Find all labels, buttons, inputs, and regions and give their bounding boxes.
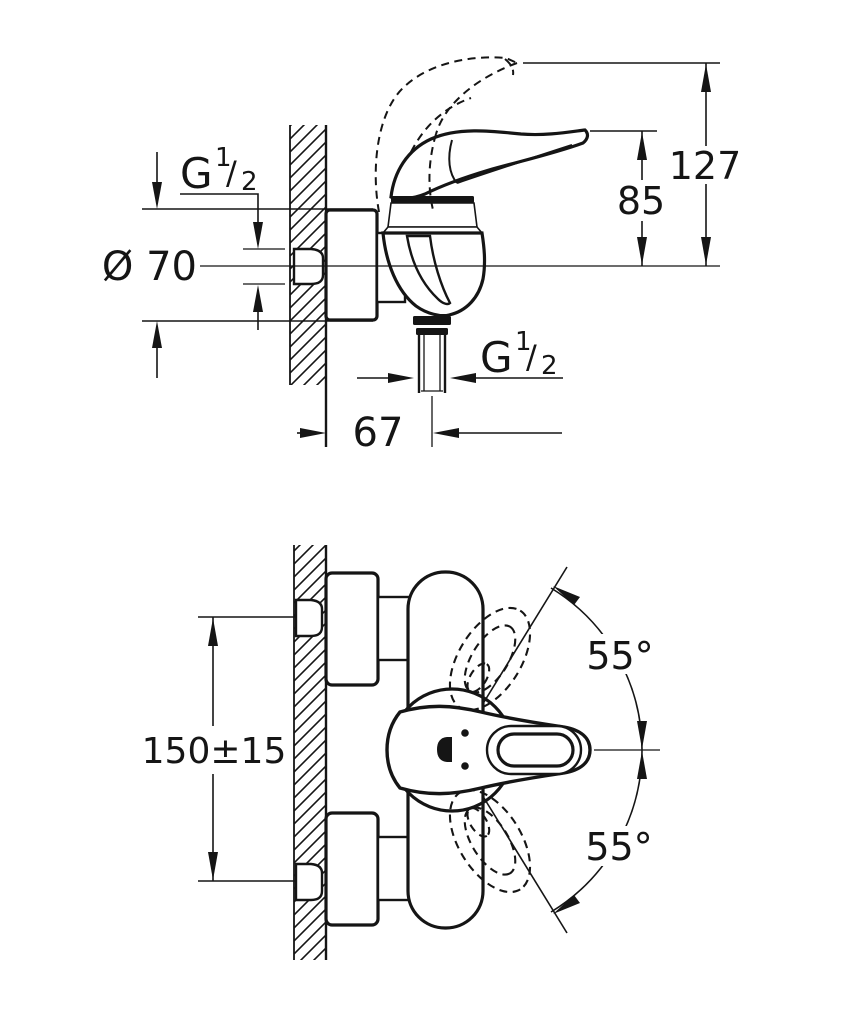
dim-offset-67 — [297, 410, 562, 456]
handle-dot-upper — [461, 729, 469, 737]
angle-lower-label: 55° — [585, 825, 653, 869]
mounting-escutcheon — [326, 210, 377, 320]
mounting-block-lower — [326, 813, 378, 925]
dim-thread-outlet — [357, 327, 563, 383]
dim-thread-wall — [180, 143, 285, 330]
angle-upper-label: 55° — [586, 634, 654, 678]
dim-spacing-150 — [142, 617, 287, 881]
wall-section — [290, 125, 326, 447]
offset-outlet-label: 67 — [352, 410, 404, 456]
thread-wall-label-slash: / — [226, 154, 237, 192]
thread-outlet-label-den: 2 — [541, 351, 558, 381]
height-total-label: 127 — [668, 144, 742, 188]
handle-dot-lower — [461, 762, 469, 770]
hole-spacing-label: 150±15 — [141, 731, 287, 772]
thread-wall-label-num: 1 — [215, 143, 232, 173]
thread-outlet-label-slash: / — [526, 338, 537, 376]
height-lever-label: 85 — [616, 179, 666, 223]
side-view — [102, 57, 741, 456]
mounting-block-upper — [326, 573, 378, 685]
dim-height-85 — [590, 131, 665, 266]
lever-handle-plan — [387, 706, 590, 793]
dim-height-127 — [523, 63, 741, 266]
union-nut-lower — [296, 864, 322, 900]
union-nut-upper — [296, 600, 322, 636]
outlet-connection — [413, 316, 451, 447]
handle-ring-inner — [498, 734, 573, 766]
thread-wall-label-den: 2 — [241, 167, 258, 197]
plan-view — [142, 545, 660, 960]
lever-handle-side — [391, 130, 587, 199]
thread-wall-label-g: G — [180, 149, 213, 198]
thread-outlet-label-g: G — [480, 333, 513, 382]
thread-outlet-label-num: 1 — [515, 327, 532, 357]
cartridge-collar — [383, 196, 482, 233]
diameter-label: Ø 70 — [101, 244, 197, 290]
